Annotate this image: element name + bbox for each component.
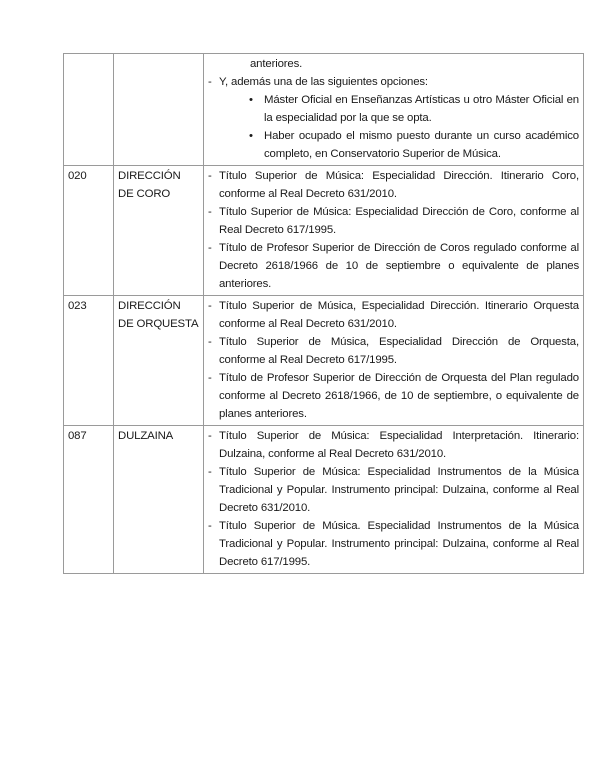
table-row [64,426,584,574]
title-item [208,517,579,571]
additional-options-lead [208,73,579,91]
bullet-text: Haber ocupado el mismo puesto durante un curso académico completo, en Conservatorio Superior de Música. [264,130,579,160]
title-item [208,427,579,463]
specialty-cell: DULZAINA [114,426,204,574]
specialty-cell: DIRECCIÓN DE ORQUESTA [114,296,204,426]
title-item [208,167,579,203]
option-bullet [208,127,579,163]
title-text: Título Superior de Música, Especialidad Dirección de Orquesta, conforme al Real Decreto 617/1995. [219,336,579,366]
title-item [208,297,579,333]
title-text: Título de Profesor Superior de Dirección de Coros regulado conforme al Decreto 2618/1966 de 10 de septiembre o equivalente de planes anteriores. [219,242,579,290]
code-cell [64,54,114,166]
table-row-continuation [64,54,584,166]
titles-cell [204,426,584,574]
titles-cell [204,54,584,166]
dash-marker: - [208,520,212,532]
titles-cell [204,296,584,426]
title-item [208,203,579,239]
title-text: Título Superior de Música: Especialidad Instrumentos de la Música Tradicional y Popular. Instrumento principal: Dulzaina, conforme al Real Decreto 631/2010. [219,466,579,514]
dash-marker: - [208,336,212,348]
dash-marker: - [208,170,212,182]
bullet-icon: • [249,94,253,106]
title-item [208,463,579,517]
code-cell: 020 [64,166,114,296]
title-text: Título Superior de Música, Especialidad Dirección. Itinerario Orquesta conforme al Real Decreto 631/2010. [219,300,579,330]
code-cell: 087 [64,426,114,574]
titles-cell [204,166,584,296]
table-row [64,166,584,296]
title-text: Título Superior de Música: Especialidad Interpretación. Itinerario: Dulzaina, conforme al Real Decreto 631/2010. [219,430,579,460]
dash-marker: - [208,300,212,312]
bullet-text: Máster Oficial en Enseñanzas Artísticas u otro Máster Oficial en la especialidad por la que se opta. [264,94,579,124]
continued-text: anteriores. [250,58,303,70]
code-cell: 023 [64,296,114,426]
title-text: Título Superior de Música. Especialidad Instrumentos de la Música Tradicional y Popular. Instrumento principal: Dulzaina, conforme al Real Decreto 617/1995. [219,520,579,568]
dash-marker: - [208,372,212,384]
requirements-table [63,53,584,574]
specialty-cell: DIRECCIÓN DE CORO [114,166,204,296]
title-text: Título de Profesor Superior de Dirección de Orquesta del Plan regulado conforme al Decreto 2618/1966, de 10 de septiembre, o equivalente de planes anteriores. [219,372,579,420]
bullet-icon: • [249,130,253,142]
title-item [208,369,579,423]
lead-text: Y, además una de las siguientes opciones: [219,76,428,88]
dash-marker: - [208,76,212,88]
dash-marker: - [208,466,212,478]
option-bullet [208,91,579,127]
specialty-cell [114,54,204,166]
table-row [64,296,584,426]
dash-marker: - [208,206,212,218]
title-item [208,333,579,369]
dash-marker: - [208,242,212,254]
title-text: Título Superior de Música: Especialidad Dirección de Coro, conforme al Real Decreto 617/1995. [219,206,579,236]
title-item [208,239,579,293]
dash-marker: - [208,430,212,442]
title-text: Título Superior de Música: Especialidad Dirección. Itinerario Coro, conforme al Real Decreto 631/2010. [219,170,579,200]
